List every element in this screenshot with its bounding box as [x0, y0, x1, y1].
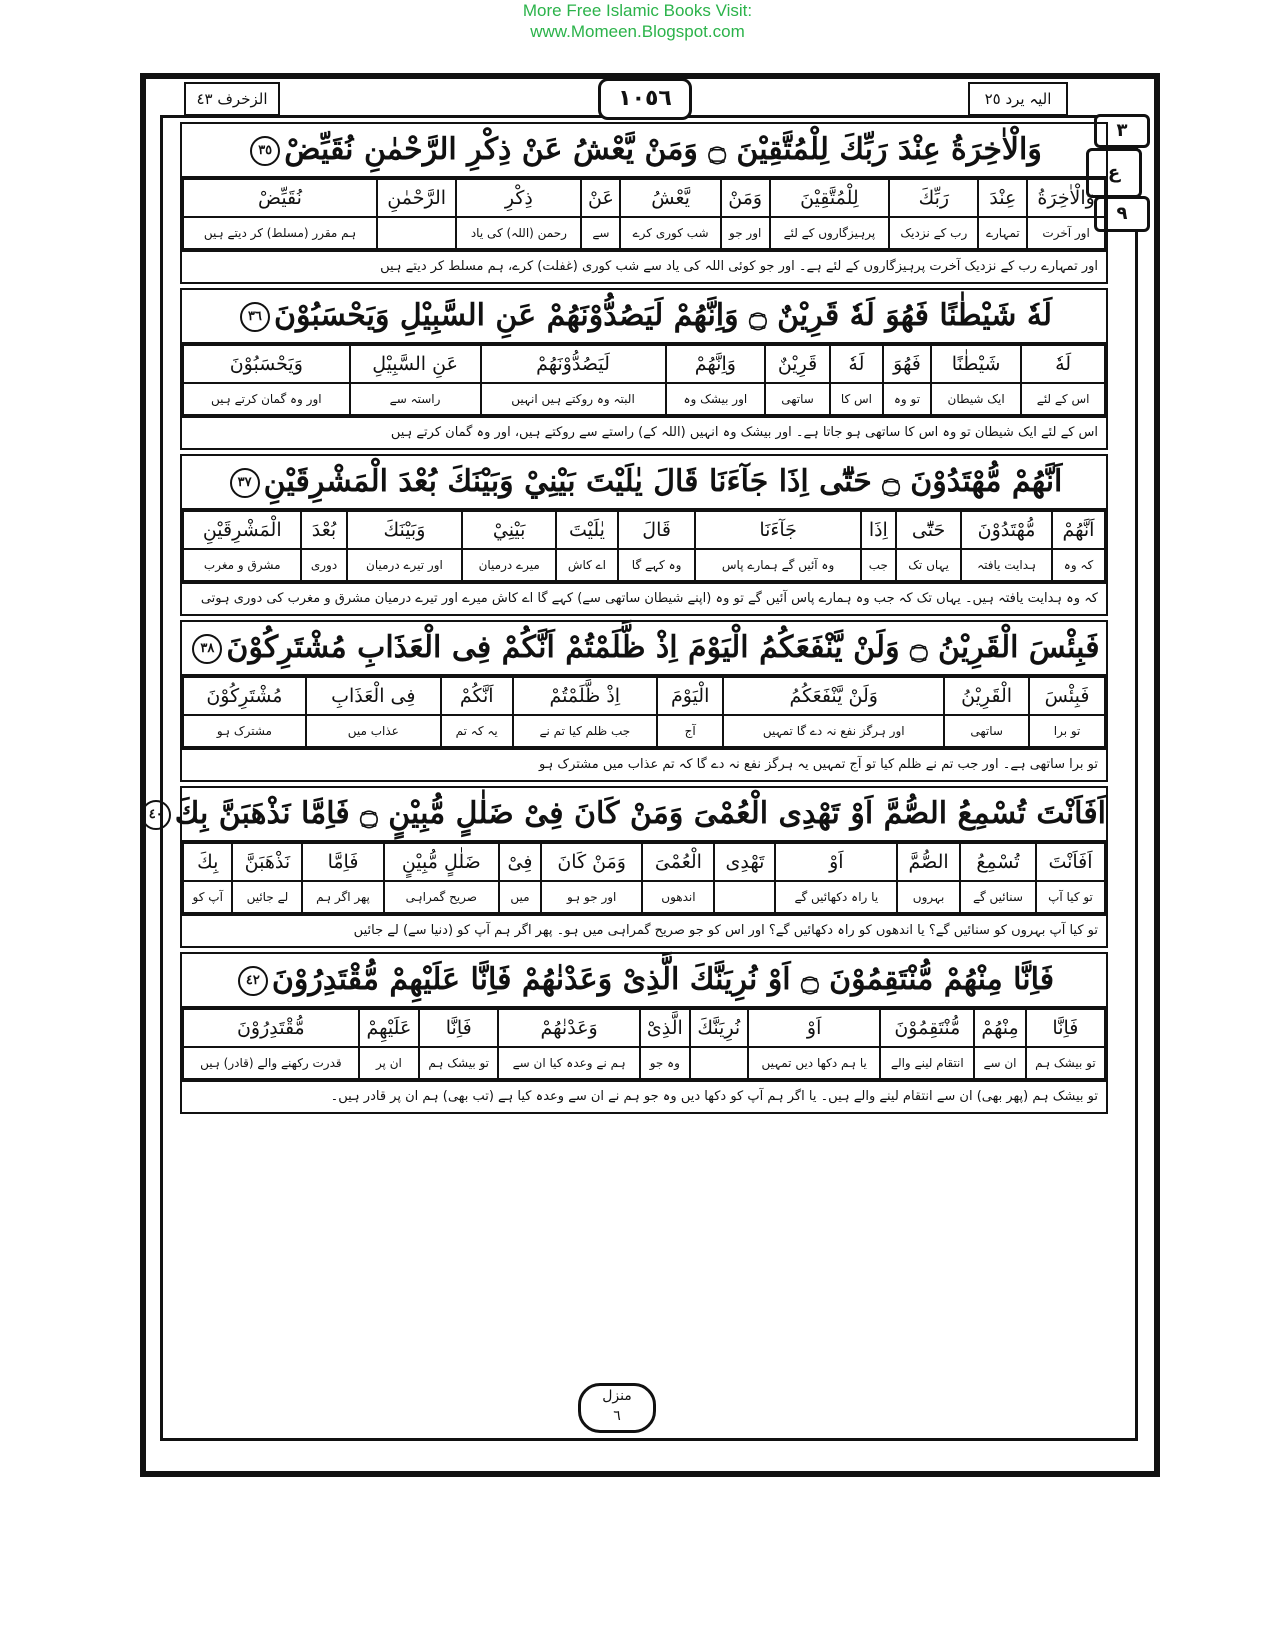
urdu-meaning: تو وہ — [883, 383, 931, 415]
urdu-meaning: یہ کہ تم — [441, 715, 513, 747]
word-by-word-table — [182, 510, 1106, 582]
arabic-word: مُّقْتَدِرُوْنَ — [183, 1009, 359, 1047]
word-by-word-table — [182, 1008, 1106, 1080]
urdu-meaning: عذاب میں — [306, 715, 441, 747]
translation-line: اس کے لئے ایک شیطان تو وہ اس کا ساتھی ہو جاتا ہے۔ اور بیشک وہ انہیں (اللہ کے) راستے سے روکتے ہیں، اور وہ گمان کرتے ہیں — [182, 416, 1106, 448]
word-by-word-table — [182, 842, 1106, 914]
ayah-text: لَهٗ شَيْطٰنًا فَهُوَ لَهٗ قَرِيْنٌ ۝ وَاِنَّهُمْ لَيَصُدُّوْنَهُمْ عَنِ السَّبِيْلِ وَيَحْسَبُوْنَ — [273, 298, 1053, 333]
urdu-meaning: آپ کو — [183, 881, 232, 913]
urdu-meaning: یہاں تک — [896, 549, 961, 581]
arabic-word: تَهْدِى — [714, 843, 775, 881]
arabic-word: اِذْ ظَّلَمْتُمْ — [513, 677, 657, 715]
ayah-number: ٣٥ — [250, 136, 280, 166]
juz-label: الیہ یرد ٢٥ — [968, 82, 1068, 116]
urdu-meaning: قدرت رکھنے والے (قادر) ہیں — [183, 1047, 359, 1079]
ayah-text: فَبِئْسَ الْقَرِيْنُ ۝ وَلَنْ يَّنْفَعَكُمُ الْيَوْمَ اِذْ ظَّلَمْتُمْ اَنَّكُمْ فِى الْعَذَابِ مُشْتَرِكُوْنَ — [226, 630, 1100, 665]
translation-line: کہ وہ ہدایت یافتہ ہیں۔ یہاں تک کہ جب وہ ہمارے پاس آئیں گے تو وہ (اپنے شیطان ساتھی سے) کہے گا اے کاش میرے اور تیرے درمیان مشرق و مغرب کی دوری ہوتی — [182, 582, 1106, 614]
arabic-word: بِكَ — [183, 843, 232, 881]
urdu-meaning: اے کاش — [556, 549, 618, 581]
urdu-meaning: ہم نے وعدہ کیا ان سے — [498, 1047, 640, 1079]
arabic-word: الرَّحْمٰنِ — [377, 179, 456, 217]
arabic-word: اَنَّكُمْ — [441, 677, 513, 715]
page-number: ١٠٥٦ — [598, 78, 692, 120]
arabic-word: بَيْنِيْ — [462, 511, 556, 549]
ayah-line — [182, 954, 1106, 1008]
urdu-meaning: ان پر — [359, 1047, 419, 1079]
arabic-word: يٰلَيْتَ — [556, 511, 618, 549]
arabic-word: لِلْمُتَّقِيْنَ — [770, 179, 890, 217]
urdu-meaning: البتہ وہ روکتے ہیں انہیں — [481, 383, 666, 415]
urdu-meaning: تو بیشک ہم — [419, 1047, 498, 1079]
word-by-word-table — [182, 344, 1106, 416]
arabic-word: عَلَيْهِمْ — [359, 1009, 419, 1047]
manzil-badge — [578, 1383, 656, 1433]
urdu-meaning: اور تیرے درمیان — [347, 549, 463, 581]
urdu-meaning: ہدایت یافتہ — [961, 549, 1052, 581]
ayah-line — [182, 456, 1106, 510]
urdu-meaning: تو بیشک ہم — [1026, 1047, 1105, 1079]
arabic-word: قَالَ — [618, 511, 696, 549]
arabic-word: الَّذِىْ — [640, 1009, 690, 1047]
urdu-meaning: رب کے نزدیک — [889, 217, 978, 249]
arabic-word: وَبَيْنَكَ — [347, 511, 463, 549]
urdu-meaning: وہ جو — [640, 1047, 690, 1079]
arabic-word: جَآءَنَا — [695, 511, 860, 549]
urdu-meaning: ساتھی — [944, 715, 1029, 747]
urdu-meaning: اور ہرگز نفع نہ دے گا تمہیں — [723, 715, 944, 747]
arabic-word: الْقَرِيْنُ — [944, 677, 1029, 715]
arabic-word: وَيَحْسَبُوْنَ — [183, 345, 350, 383]
verse-block — [180, 952, 1108, 1114]
arabic-word: وَلَنْ يَّنْفَعَكُمُ — [723, 677, 944, 715]
ruku-count-marker: ٩ — [1094, 196, 1150, 232]
arabic-word: اَوْ — [775, 843, 897, 881]
arabic-word: نُقَيِّضْ — [183, 179, 377, 217]
arabic-word: شَيْطٰنًا — [931, 345, 1021, 383]
urdu-meaning: پرہیزگاروں کے لئے — [770, 217, 890, 249]
arabic-word: فَاِنَّا — [419, 1009, 498, 1047]
urdu-meaning: تو برا — [1029, 715, 1105, 747]
urdu-meaning: تو کیا آپ — [1036, 881, 1105, 913]
ain-marker: ع — [1086, 148, 1142, 198]
ayah-number: ٤٢ — [238, 966, 268, 996]
manzil-label: منزل — [602, 1388, 632, 1404]
arabic-word: اَنَّهُمْ — [1052, 511, 1105, 549]
arabic-word: عِنْدَ — [978, 179, 1027, 217]
urdu-meaning: اور جو — [721, 217, 770, 249]
translation-line: تو کیا آپ بہروں کو سنائیں گے؟ یا اندھوں کو راہ دکھائیں گے؟ اور اس کو جو صریح گمراہی میں ہو۔ پھر اگر ہم آپ کو (دنیا سے) لے جائیں — [182, 914, 1106, 946]
arabic-word: الْيَوْمَ — [657, 677, 723, 715]
urdu-meaning: اور آخرت — [1027, 217, 1105, 249]
watermark-line-1: More Free Islamic Books Visit: — [522, 1, 753, 20]
urdu-meaning: اندھوں — [642, 881, 714, 913]
watermark — [0, 0, 1275, 42]
urdu-meaning: اور جو ہو — [541, 881, 642, 913]
urdu-meaning: ان سے — [974, 1047, 1026, 1079]
urdu-meaning: پھر اگر ہم — [302, 881, 383, 913]
urdu-meaning: میرے درمیان — [462, 549, 556, 581]
urdu-meaning: صریح گمراہی — [384, 881, 499, 913]
urdu-meaning: مشرق و مغرب — [183, 549, 301, 581]
urdu-meaning — [377, 217, 456, 249]
arabic-word: فَهُوَ — [883, 345, 931, 383]
urdu-meaning: شب کوری کرے — [620, 217, 720, 249]
surah-label: الزخرف ٤٣ — [184, 82, 280, 116]
ayah-text: اَنَّهُمْ مُّهْتَدُوْنَ ۝ حَتّٰٓى اِذَا جَآءَنَا قَالَ يٰلَيْتَ بَيْنِيْ وَبَيْنَكَ بُعْدَ الْمَشْرِقَيْنِ — [263, 464, 1063, 499]
urdu-meaning: ہم مقرر (مسلط) کر دیتے ہیں — [183, 217, 377, 249]
urdu-meaning: آج — [657, 715, 723, 747]
translation-line: اور تمہارے رب کے نزدیک آخرت پرہیزگاروں کے لئے ہے۔ اور جو کوئی اللہ کی یاد سے شب کوری (غفلت) کرے، ہم مسلط کر دیتے ہیں — [182, 250, 1106, 282]
urdu-meaning: یا راہ دکھائیں گے — [775, 881, 897, 913]
arabic-word: اِذَا — [861, 511, 896, 549]
arabic-word: لَهٗ — [830, 345, 883, 383]
urdu-meaning: اور بیشک وہ — [666, 383, 766, 415]
arabic-word: مِنْهُمْ — [974, 1009, 1026, 1047]
urdu-meaning: یا ہم دکھا دیں تمہیں — [748, 1047, 881, 1079]
ayah-line — [182, 622, 1106, 676]
urdu-meaning: اور وہ گمان کرتے ہیں — [183, 383, 350, 415]
arabic-word: فَاِنَّا — [1026, 1009, 1105, 1047]
watermark-link[interactable]: www.Momeen.Blogspot.com — [530, 22, 745, 41]
ayah-text: وَالْاٰخِرَةُ عِنْدَ رَبِّكَ لِلْمُتَّقِيْنَ ۝ وَمَنْ يَّعْشُ عَنْ ذِكْرِ الرَّحْمٰنِ نُقَيِّضْ — [284, 132, 1042, 167]
ayah-number: ٣٧ — [230, 468, 260, 498]
arabic-word: مُّنْتَقِمُوْنَ — [880, 1009, 974, 1047]
ayah-text: اَفَاَنْتَ تُسْمِعُ الصُّمَّ اَوْ تَهْدِى الْعُمْىَ وَمَنْ كَانَ فِىْ ضَلٰلٍ مُّبِيْنٍ ۝ فَاِمَّا نَذْهَبَنَّ بِكَ — [174, 796, 1106, 831]
urdu-meaning: ساتھی — [765, 383, 830, 415]
word-by-word-table — [182, 178, 1106, 250]
verse-block — [180, 288, 1108, 450]
manzil-number: ٦ — [613, 1408, 621, 1424]
urdu-meaning: لے جائیں — [232, 881, 302, 913]
verse-block — [148, 786, 1108, 948]
arabic-word: نَذْهَبَنَّ — [232, 843, 302, 881]
urdu-meaning: وہ آئیں گے ہمارے پاس — [695, 549, 860, 581]
arabic-word: فِىْ — [499, 843, 541, 881]
urdu-meaning: اس کے لئے — [1021, 383, 1105, 415]
urdu-meaning: میں — [499, 881, 541, 913]
arabic-word: بُعْدَ — [301, 511, 346, 549]
arabic-word: اَفَاَنْتَ — [1036, 843, 1105, 881]
urdu-meaning: جب — [861, 549, 896, 581]
word-by-word-table — [182, 676, 1106, 748]
arabic-word: نُرِيَنَّكَ — [690, 1009, 748, 1047]
translation-line: تو برا ساتھی ہے۔ اور جب تم نے ظلم کیا تو آج تمہیں یہ ہرگز نفع نہ دے گا کہ تم عذاب میں مشترک ہو — [182, 748, 1106, 780]
arabic-word: وَالْاٰخِرَةُ — [1027, 179, 1105, 217]
urdu-meaning: رحمن (اللہ) کی یاد — [456, 217, 581, 249]
arabic-word: ضَلٰلٍ مُّبِيْنٍ — [384, 843, 499, 881]
verse-block — [180, 122, 1108, 284]
arabic-word: ذِكْرِ — [456, 179, 581, 217]
urdu-meaning: بہروں — [897, 881, 960, 913]
translation-line: تو بیشک ہم (پھر بھی) ان سے انتقام لینے والے ہیں۔ یا اگر ہم آپ کو دکھا دیں وہ جو ہم نے ان سے وعدہ کیا ہے (تب بھی) ہم ان پر قادر ہیں۔ — [182, 1080, 1106, 1112]
urdu-meaning — [714, 881, 775, 913]
urdu-meaning — [690, 1047, 748, 1079]
arabic-word: لَيَصُدُّوْنَهُمْ — [481, 345, 666, 383]
arabic-word: الْمَشْرِقَيْنِ — [183, 511, 301, 549]
arabic-word: مُشْتَرِكُوْنَ — [183, 677, 306, 715]
arabic-word: فِى الْعَذَابِ — [306, 677, 441, 715]
arabic-word: وَمَنْ كَانَ — [541, 843, 642, 881]
arabic-word: يَّعْشُ — [620, 179, 720, 217]
urdu-meaning: راستہ سے — [350, 383, 481, 415]
arabic-word: اَوْ — [748, 1009, 881, 1047]
arabic-word: تُسْمِعُ — [960, 843, 1036, 881]
urdu-meaning: مشترک ہو — [183, 715, 306, 747]
ayah-line — [182, 290, 1106, 344]
urdu-meaning: سنائیں گے — [960, 881, 1036, 913]
urdu-meaning: کہ وہ — [1052, 549, 1105, 581]
arabic-word: عَنْ — [581, 179, 620, 217]
ayah-line — [182, 124, 1106, 178]
arabic-word: مُّهْتَدُوْنَ — [961, 511, 1052, 549]
arabic-word: حَتّٰٓى — [896, 511, 961, 549]
arabic-word: لَهٗ — [1021, 345, 1105, 383]
ayah-number: ٣٦ — [240, 302, 270, 332]
arabic-word: وَاِنَّهُمْ — [666, 345, 766, 383]
verse-block — [180, 454, 1108, 616]
urdu-meaning: اس کا — [830, 383, 883, 415]
ayah-number: ٣٨ — [192, 634, 222, 664]
urdu-meaning: وہ کہے گا — [618, 549, 696, 581]
arabic-word: الصُّمَّ — [897, 843, 960, 881]
arabic-word: وَمَنْ — [721, 179, 770, 217]
verse-block — [180, 620, 1108, 782]
urdu-meaning: تمہارے — [978, 217, 1027, 249]
ayah-number: ٤٠ — [141, 800, 171, 830]
arabic-word: فَاِمَّا — [302, 843, 383, 881]
arabic-word: فَبِئْسَ — [1029, 677, 1105, 715]
arabic-word: الْعُمْىَ — [642, 843, 714, 881]
urdu-meaning: انتقام لینے والے — [880, 1047, 974, 1079]
arabic-word: رَبِّكَ — [889, 179, 978, 217]
arabic-word: وَعَدْنٰهُمْ — [498, 1009, 640, 1047]
arabic-word: عَنِ السَّبِيْلِ — [350, 345, 481, 383]
arabic-word: قَرِيْنٌ — [765, 345, 830, 383]
urdu-meaning: ایک شیطان — [931, 383, 1021, 415]
ayah-line — [148, 788, 1106, 842]
page-content — [148, 122, 1108, 1412]
urdu-meaning: سے — [581, 217, 620, 249]
ayah-text: فَاِنَّا مِنْهُمْ مُّنْتَقِمُوْنَ ۝ اَوْ نُرِيَنَّكَ الَّذِىْ وَعَدْنٰهُمْ فَاِنَّا عَلَيْهِمْ مُّقْتَدِرُوْنَ — [271, 962, 1055, 997]
urdu-meaning: دوری — [301, 549, 346, 581]
urdu-meaning: جب ظلم کیا تم نے — [513, 715, 657, 747]
ruku-marker: ٣ — [1094, 114, 1150, 148]
